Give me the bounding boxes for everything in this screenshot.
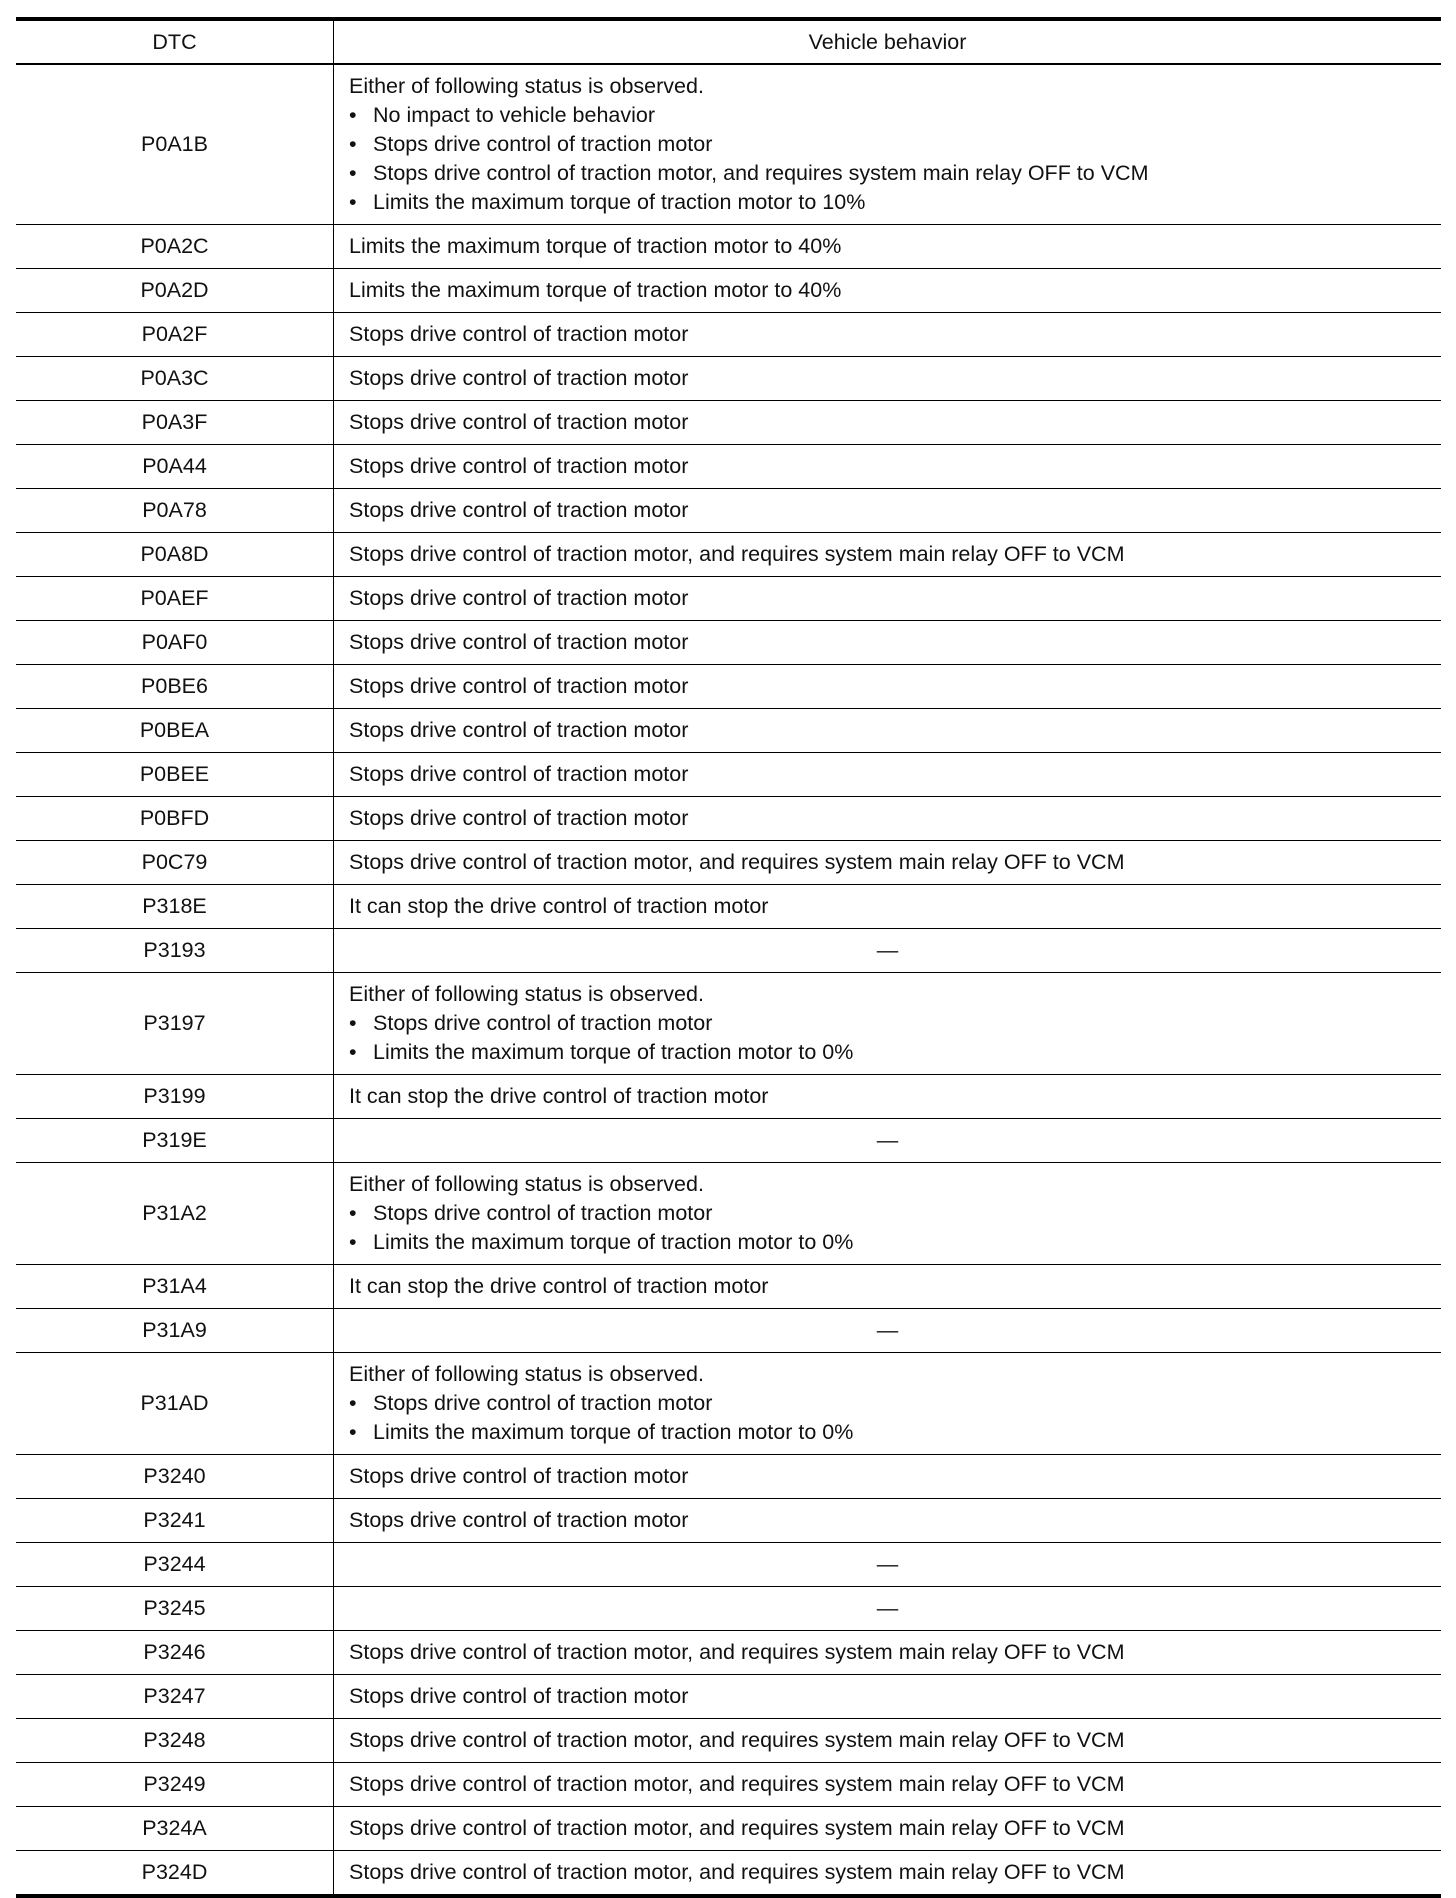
- table-row: [16, 269, 1441, 313]
- dtc-cell: P0A44: [16, 445, 334, 489]
- bullet-text: Limits the maximum torque of traction motor to 0%: [373, 1420, 854, 1444]
- table-row: [16, 1543, 1441, 1587]
- dtc-cell: P3249: [16, 1763, 334, 1807]
- behavior-cell: It can stop the drive control of traction motor: [349, 1274, 769, 1298]
- dtc-cell: P3193: [16, 929, 334, 973]
- table-row: [16, 64, 1441, 225]
- dtc-cell: P0A1B: [16, 64, 334, 225]
- table-row: [16, 665, 1441, 709]
- table-row: [16, 489, 1441, 533]
- dtc-cell: P31A9: [16, 1309, 334, 1353]
- behavior-cell: Stops drive control of traction motor: [349, 410, 689, 434]
- behavior-cell: Stops drive control of traction motor: [349, 718, 689, 742]
- behavior-cell: Stops drive control of traction motor, and requires system main relay OFF to VCM: [349, 1728, 1125, 1752]
- table-row: [16, 313, 1441, 357]
- header-dtc: DTC: [16, 19, 334, 64]
- behavior-cell: Stops drive control of traction motor: [349, 674, 689, 698]
- dtc-cell: P3246: [16, 1631, 334, 1675]
- table-row: [16, 1719, 1441, 1763]
- behavior-cell: —: [876, 1128, 899, 1152]
- dtc-vehicle-behavior-table: [16, 17, 1441, 1898]
- bullet-text: Stops drive control of traction motor: [373, 1011, 713, 1035]
- table-row: [16, 1353, 1441, 1455]
- behavior-cell: It can stop the drive control of traction motor: [349, 1084, 769, 1108]
- table-row: [16, 929, 1441, 973]
- dtc-cell: P0A3C: [16, 357, 334, 401]
- dtc-cell: P0C79: [16, 841, 334, 885]
- dtc-cell: P3244: [16, 1543, 334, 1587]
- dtc-cell: P3199: [16, 1075, 334, 1119]
- bullet-icon: •: [349, 1230, 357, 1254]
- dtc-cell: P0A2C: [16, 225, 334, 269]
- dtc-cell: P0A3F: [16, 401, 334, 445]
- header-vehicle-behavior: Vehicle behavior: [808, 29, 967, 54]
- behavior-bullet: [349, 1009, 1441, 1038]
- bullet-text: Limits the maximum torque of traction motor to 0%: [373, 1040, 854, 1064]
- behavior-bullet: [349, 159, 1441, 188]
- table-row: [16, 1455, 1441, 1499]
- table-row: [16, 841, 1441, 885]
- dtc-cell: P0A78: [16, 489, 334, 533]
- dtc-cell: P0AF0: [16, 621, 334, 665]
- table-row: [16, 1587, 1441, 1631]
- dtc-cell: P3241: [16, 1499, 334, 1543]
- behavior-cell: —: [876, 1596, 899, 1620]
- table-row: [16, 621, 1441, 665]
- dtc-cell: P319E: [16, 1119, 334, 1163]
- dtc-cell: P318E: [16, 885, 334, 929]
- behavior-cell: Stops drive control of traction motor, and requires system main relay OFF to VCM: [349, 850, 1125, 874]
- behavior-cell: It can stop the drive control of traction motor: [349, 894, 769, 918]
- behavior-cell: Stops drive control of traction motor, and requires system main relay OFF to VCM: [349, 1772, 1125, 1796]
- dtc-cell: P0BE6: [16, 665, 334, 709]
- behavior-cell: Stops drive control of traction motor: [349, 586, 689, 610]
- table-row: [16, 1265, 1441, 1309]
- dtc-cell: P3240: [16, 1455, 334, 1499]
- behavior-cell: Stops drive control of traction motor: [349, 498, 689, 522]
- behavior-cell: [334, 973, 1442, 1075]
- behavior-intro: Either of following status is observed.: [349, 1362, 704, 1386]
- behavior-cell: Stops drive control of traction motor, and requires system main relay OFF to VCM: [349, 1860, 1125, 1884]
- behavior-cell: [334, 64, 1442, 225]
- dtc-cell: P3245: [16, 1587, 334, 1631]
- behavior-intro: Either of following status is observed.: [349, 982, 704, 1006]
- table-row: [16, 753, 1441, 797]
- behavior-cell: Stops drive control of traction motor: [349, 1684, 689, 1708]
- table-row: [16, 577, 1441, 621]
- bullet-icon: •: [349, 161, 357, 185]
- bullet-icon: •: [349, 1201, 357, 1225]
- dtc-cell: P3197: [16, 973, 334, 1075]
- header-row: [16, 19, 1441, 64]
- dtc-cell: P324A: [16, 1807, 334, 1851]
- dtc-cell: P31A4: [16, 1265, 334, 1309]
- behavior-cell: Stops drive control of traction motor: [349, 454, 689, 478]
- dtc-cell: P324D: [16, 1851, 334, 1897]
- table-row: [16, 885, 1441, 929]
- table-row: [16, 1075, 1441, 1119]
- dtc-cell: P0A2F: [16, 313, 334, 357]
- dtc-cell: P0BEE: [16, 753, 334, 797]
- dtc-cell: P31AD: [16, 1353, 334, 1455]
- bullet-icon: •: [349, 1420, 357, 1444]
- table-row: [16, 225, 1441, 269]
- behavior-cell: —: [876, 938, 899, 962]
- bullet-text: Limits the maximum torque of traction motor to 0%: [373, 1230, 854, 1254]
- behavior-cell: Limits the maximum torque of traction motor to 40%: [349, 278, 842, 302]
- dtc-cell: P3247: [16, 1675, 334, 1719]
- bullet-icon: •: [349, 1011, 357, 1035]
- table-row: [16, 1807, 1441, 1851]
- behavior-cell: [334, 1353, 1442, 1455]
- behavior-bullet: [349, 1389, 1441, 1418]
- behavior-cell: Stops drive control of traction motor, and requires system main relay OFF to VCM: [349, 542, 1125, 566]
- table-row: [16, 1631, 1441, 1675]
- behavior-bullet: [349, 1038, 1441, 1067]
- behavior-cell: Stops drive control of traction motor: [349, 630, 689, 654]
- behavior-bullet: [349, 130, 1441, 159]
- bullet-icon: •: [349, 1391, 357, 1415]
- table-row: [16, 973, 1441, 1075]
- behavior-cell: Stops drive control of traction motor: [349, 1464, 689, 1488]
- table-row: [16, 1119, 1441, 1163]
- behavior-bullet: [349, 1228, 1441, 1257]
- dtc-cell: P0A2D: [16, 269, 334, 313]
- behavior-cell: —: [876, 1552, 899, 1576]
- dtc-cell: P3248: [16, 1719, 334, 1763]
- dtc-cell: P0A8D: [16, 533, 334, 577]
- behavior-bullet: [349, 188, 1441, 217]
- table-row: [16, 1499, 1441, 1543]
- behavior-intro: Either of following status is observed.: [349, 1172, 704, 1196]
- bullet-icon: •: [349, 132, 357, 156]
- table-row: [16, 709, 1441, 753]
- table-row: [16, 797, 1441, 841]
- behavior-cell: [334, 1163, 1442, 1265]
- table-row: [16, 1851, 1441, 1897]
- table-row: [16, 1309, 1441, 1353]
- dtc-cell: P0AEF: [16, 577, 334, 621]
- behavior-intro: Either of following status is observed.: [349, 74, 704, 98]
- table-row: [16, 533, 1441, 577]
- table-row: [16, 445, 1441, 489]
- bullet-text: Stops drive control of traction motor, and requires system main relay OFF to VCM: [373, 161, 1149, 185]
- dtc-cell: P0BEA: [16, 709, 334, 753]
- table-row: [16, 1763, 1441, 1807]
- bullet-icon: •: [349, 190, 357, 214]
- bullet-text: Stops drive control of traction motor: [373, 1201, 713, 1225]
- bullet-text: Stops drive control of traction motor: [373, 132, 713, 156]
- bullet-icon: •: [349, 1040, 357, 1064]
- behavior-cell: Stops drive control of traction motor: [349, 1508, 689, 1532]
- table-row: [16, 401, 1441, 445]
- bullet-text: Stops drive control of traction motor: [373, 1391, 713, 1415]
- behavior-cell: Stops drive control of traction motor: [349, 322, 689, 346]
- behavior-bullet: [349, 1418, 1441, 1447]
- behavior-bullet: [349, 101, 1441, 130]
- behavior-cell: —: [876, 1318, 899, 1342]
- behavior-cell: Stops drive control of traction motor, and requires system main relay OFF to VCM: [349, 1640, 1125, 1664]
- dtc-cell: P31A2: [16, 1163, 334, 1265]
- behavior-cell: Stops drive control of traction motor: [349, 762, 689, 786]
- table-row: [16, 1163, 1441, 1265]
- table-row: [16, 1675, 1441, 1719]
- table-row: [16, 357, 1441, 401]
- dtc-cell: P0BFD: [16, 797, 334, 841]
- bullet-icon: •: [349, 103, 357, 127]
- behavior-bullet: [349, 1199, 1441, 1228]
- behavior-cell: Limits the maximum torque of traction motor to 40%: [349, 234, 842, 258]
- behavior-cell: Stops drive control of traction motor: [349, 366, 689, 390]
- behavior-cell: Stops drive control of traction motor: [349, 806, 689, 830]
- behavior-cell: Stops drive control of traction motor, and requires system main relay OFF to VCM: [349, 1816, 1125, 1840]
- bullet-text: No impact to vehicle behavior: [373, 103, 656, 127]
- bullet-text: Limits the maximum torque of traction motor to 10%: [373, 190, 866, 214]
